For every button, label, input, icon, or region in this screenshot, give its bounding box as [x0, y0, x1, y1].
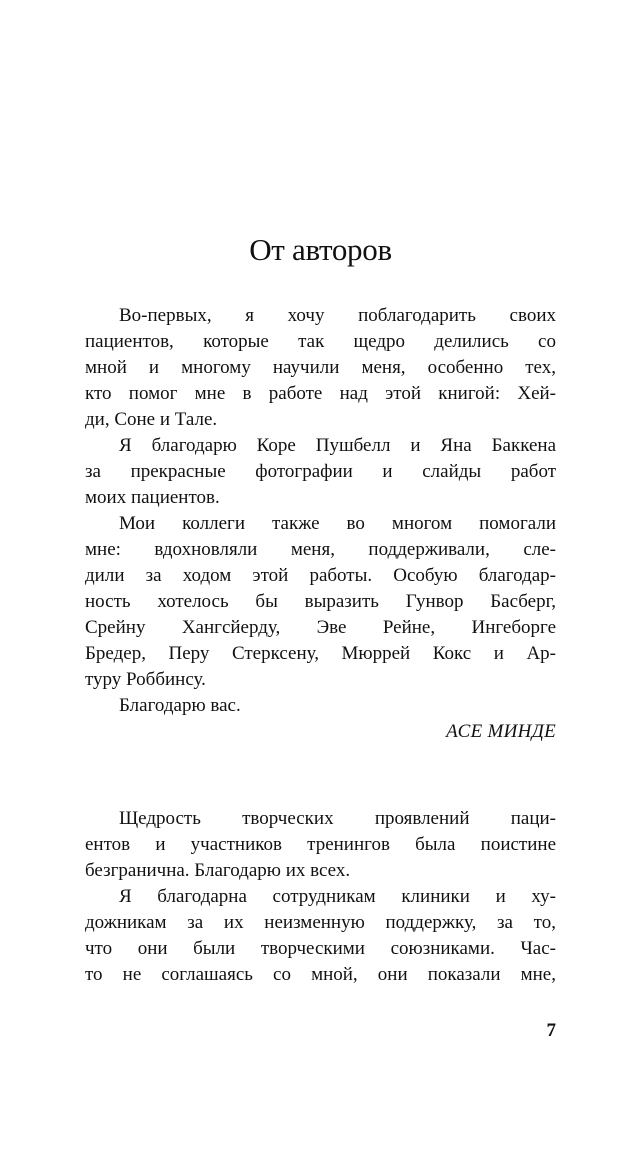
paragraph-3 [85, 511, 556, 693]
acknowledgements-section-2 [85, 806, 556, 988]
text-line: Бредер, Перу Стерксену, Мюррей Кокс и Ар- [85, 643, 556, 664]
text-line: ентов и участников тренингов была поистине [85, 834, 556, 855]
text-line: Мои коллеги также во многом помогали [119, 513, 556, 534]
text-line: Срейну Хангсйерду, Эве Рейне, Ингеборге [85, 617, 556, 638]
text-line: что они были творческими союзниками. Час- [85, 938, 556, 959]
book-page [85, 0, 556, 1166]
text-line: ность хотелось бы выразить Гунвор Басберг, [85, 591, 556, 612]
paragraph-1 [85, 303, 556, 433]
text-line: за прекрасные фотографии и слайды работ [85, 461, 556, 482]
text-line: дили за ходом этой работы. Особую благодар- [85, 565, 556, 586]
text-line: безгранична. Благодарю их всех. [85, 860, 351, 881]
paragraph-5 [85, 806, 556, 884]
text-line: туру Роббинсу. [85, 669, 206, 690]
text-line: пациентов, которые так щедро делились со [85, 331, 556, 352]
text-line: Благодарю вас. [119, 695, 241, 716]
paragraph-4 [85, 693, 556, 719]
author-signature: АСЕ МИНДЕ [446, 721, 556, 742]
text-line: то не соглашаясь со мной, они показали мне, [85, 964, 556, 985]
acknowledgements-section-1 [85, 303, 556, 745]
text-line: Щедрость творческих проявлений паци- [119, 808, 556, 829]
page-number: 7 [546, 1020, 556, 1041]
paragraph-6 [85, 884, 556, 988]
text-line: дожникам за их неизменную поддержку, за то, [85, 912, 556, 933]
text-line: Во-первых, я хочу поблагодарить своих [119, 305, 556, 326]
text-line: мной и многому научили меня, особенно тех, [85, 357, 556, 378]
page-title: От авторов [249, 232, 392, 267]
paragraph-2 [85, 433, 556, 511]
text-line: Я благодарю Коре Пушбелл и Яна Баккена [119, 435, 556, 456]
text-line: Я благодарна сотрудникам клиники и ху- [119, 886, 556, 907]
text-line: мне: вдохновляли меня, поддерживали, сле- [85, 539, 556, 560]
text-line: моих пациентов. [85, 487, 220, 508]
text-line: ди, Соне и Тале. [85, 409, 218, 430]
text-line: кто помог мне в работе над этой книгой: Хей- [85, 383, 556, 404]
